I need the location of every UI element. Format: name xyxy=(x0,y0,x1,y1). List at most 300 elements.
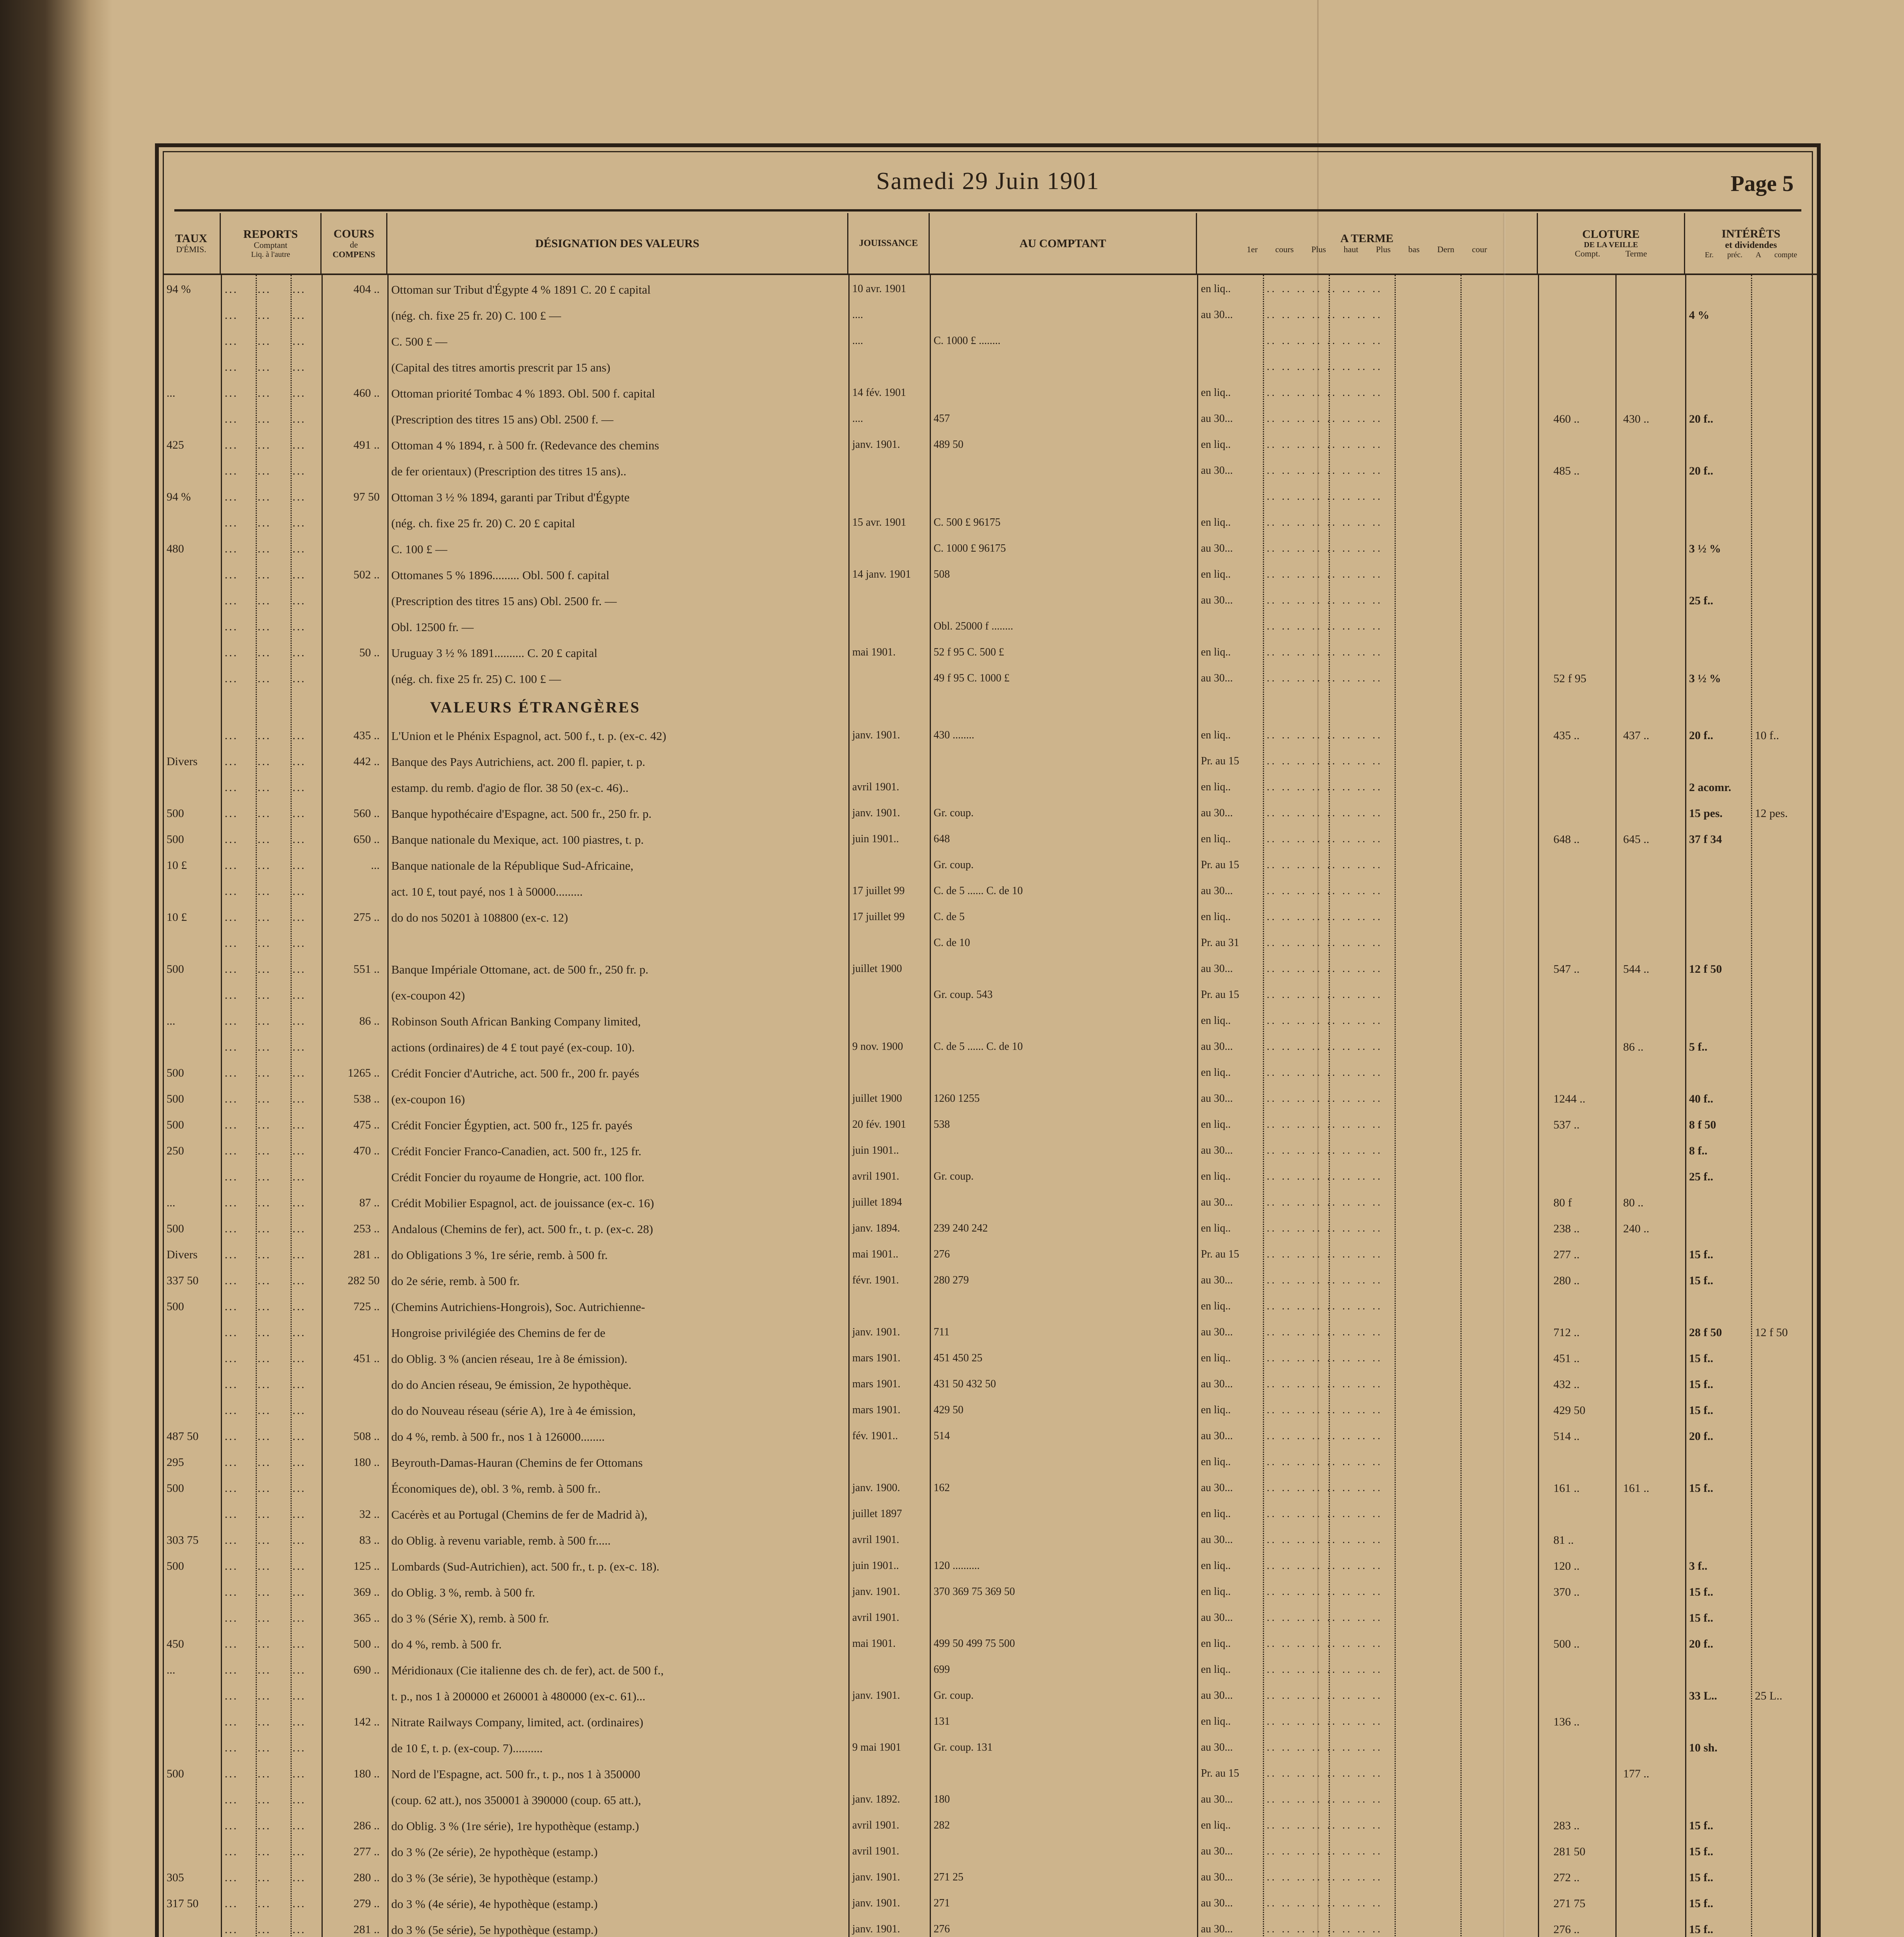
terme-cell: au 30... xyxy=(1201,464,1233,477)
taux-cell: Divers xyxy=(167,1248,198,1261)
designation-cell: do Oblig. 3 %, remb. à 500 fr. xyxy=(391,1586,535,1599)
cours-cell: 725 .. xyxy=(353,1300,380,1313)
jouissance-cell: janv. 1901. xyxy=(852,1586,900,1598)
designation-cell: do 3 % (Série X), remb. à 500 fr. xyxy=(391,1612,549,1625)
cloture-terme-cell: 161 .. xyxy=(1623,1482,1649,1495)
header-cloture-label: CLOTURE xyxy=(1582,228,1640,241)
designation-cell: de fer orientaux) (Prescription des titres 15 ans).. xyxy=(391,464,626,478)
header-au-comptant: AU COMPTANT xyxy=(930,213,1197,275)
report-dots: ... xyxy=(225,1897,238,1910)
cours-cell: 83 .. xyxy=(359,1534,380,1547)
report-dots: ... xyxy=(292,1248,306,1261)
cours-cell: 500 .. xyxy=(353,1638,380,1650)
report-dots: ... xyxy=(258,807,271,820)
designation-cell: do 3 % (3e série), 3e hypothèque (estamp.) xyxy=(391,1871,598,1885)
report-dots: ... xyxy=(292,1819,306,1832)
table-row xyxy=(159,1715,1817,1739)
table-row xyxy=(159,1819,1817,1842)
table-row xyxy=(159,989,1817,1012)
terme-dots: .. .. .. .. .. .. .. .. xyxy=(1267,646,1383,658)
cours-cell: 180 .. xyxy=(353,1767,380,1780)
comptant-cell: 282 xyxy=(934,1819,950,1831)
terme-cell: au 30... xyxy=(1201,1196,1233,1208)
jouissance-cell: 9 nov. 1900 xyxy=(852,1041,903,1053)
terme-cell: Pr. au 31 xyxy=(1201,937,1239,949)
comptant-cell: Gr. coup. xyxy=(934,1170,974,1182)
report-dots: ... xyxy=(292,672,306,685)
terme-dots: .. .. .. .. .. .. .. .. xyxy=(1267,1612,1383,1624)
designation-cell: Banque nationale de la République Sud-Africaine, xyxy=(391,859,633,872)
interets-prec-cell: 15 f.. xyxy=(1689,1897,1713,1910)
interets-prec-cell: 20 f.. xyxy=(1689,1430,1713,1443)
taux-cell: 500 xyxy=(167,1482,184,1495)
terme-dots: .. .. .. .. .. .. .. .. xyxy=(1267,729,1383,741)
terme-dots: .. .. .. .. .. .. .. .. xyxy=(1267,542,1383,554)
designation-cell: do Obligations 3 %, 1re série, remb. à 500 fr. xyxy=(391,1248,608,1262)
page-title: Samedi 29 Juin 1901 xyxy=(876,167,1100,194)
terme-cell: au 30... xyxy=(1201,542,1233,554)
terme-cell: en liq.. xyxy=(1201,1015,1231,1027)
report-dots: ... xyxy=(258,1534,271,1547)
jouissance-cell: mai 1901. xyxy=(852,1638,896,1650)
report-dots: ... xyxy=(258,516,271,529)
terme-dots: .. .. .. .. .. .. .. .. xyxy=(1267,1586,1383,1598)
report-dots: ... xyxy=(292,1560,306,1572)
report-dots: ... xyxy=(225,1404,238,1417)
interets-prec-cell: 15 f.. xyxy=(1689,1845,1713,1858)
report-dots: ... xyxy=(258,568,271,581)
taux-cell: 500 xyxy=(167,1067,184,1079)
report-dots: ... xyxy=(292,807,306,820)
report-dots: ... xyxy=(258,1041,271,1053)
report-dots: ... xyxy=(258,1456,271,1469)
report-dots: ... xyxy=(225,1767,238,1780)
report-dots: ... xyxy=(292,1612,306,1624)
terme-cell: en liq.. xyxy=(1201,387,1231,399)
terme-cell: au 30... xyxy=(1201,1430,1233,1442)
terme-cell: au 30... xyxy=(1201,1741,1233,1753)
report-dots: ... xyxy=(258,1067,271,1079)
jouissance-cell: avril 1901. xyxy=(852,1819,900,1831)
report-dots: ... xyxy=(258,885,271,898)
jouissance-cell: juin 1901.. xyxy=(852,1560,899,1572)
terme-dots: .. .. .. .. .. .. .. .. xyxy=(1267,1222,1383,1234)
interets-prec-cell: 15 f.. xyxy=(1689,1404,1713,1417)
taux-cell: 480 xyxy=(167,542,184,555)
designation-cell: (nég. ch. fixe 25 fr. 25) C. 100 £ — xyxy=(391,672,561,686)
report-dots: ... xyxy=(225,1871,238,1884)
report-dots: ... xyxy=(292,490,306,503)
report-dots: ... xyxy=(258,1819,271,1832)
designation-cell: Robinson South African Banking Company limited, xyxy=(391,1015,641,1028)
table-row xyxy=(159,335,1817,358)
terme-dots: .. .. .. .. .. .. .. .. xyxy=(1267,1274,1383,1286)
table-row xyxy=(159,755,1817,778)
table-row xyxy=(159,1067,1817,1090)
report-dots: ... xyxy=(292,911,306,924)
report-dots: ... xyxy=(258,1248,271,1261)
jouissance-cell: .... xyxy=(852,413,863,425)
terme-dots: .. .. .. .. .. .. .. .. xyxy=(1267,1067,1383,1079)
comptant-cell: 489 50 xyxy=(934,439,963,451)
terme-dots: .. .. .. .. .. .. .. .. xyxy=(1267,1767,1383,1779)
cloture-comptant-cell: 451 .. xyxy=(1553,1352,1580,1365)
jouissance-cell: 10 avr. 1901 xyxy=(852,283,906,295)
report-dots: ... xyxy=(225,1196,238,1209)
table-row xyxy=(159,1586,1817,1609)
taux-cell: 250 xyxy=(167,1144,184,1157)
jouissance-cell: 20 fév. 1901 xyxy=(852,1118,906,1130)
report-dots: ... xyxy=(292,387,306,399)
terme-cell: en liq.. xyxy=(1201,911,1231,923)
report-dots: ... xyxy=(258,387,271,399)
report-dots: ... xyxy=(258,937,271,950)
report-dots: ... xyxy=(225,490,238,503)
interets-prec-cell: 15 pes. xyxy=(1689,807,1723,820)
report-dots: ... xyxy=(258,1170,271,1183)
report-dots: ... xyxy=(292,937,306,950)
report-dots: ... xyxy=(292,646,306,659)
comptant-cell: 648 xyxy=(934,833,950,845)
report-dots: ... xyxy=(258,1144,271,1157)
terme-dots: .. .. .. .. .. .. .. .. xyxy=(1267,1248,1383,1260)
cloture-comptant-cell: 277 .. xyxy=(1553,1248,1580,1261)
designation-cell: Banque Impériale Ottomane, act. de 500 fr., 250 fr. p. xyxy=(391,963,648,976)
report-dots: ... xyxy=(225,1326,238,1339)
report-dots: ... xyxy=(225,1092,238,1105)
cours-cell: 538 .. xyxy=(353,1092,380,1105)
terme-dots: .. .. .. .. .. .. .. .. xyxy=(1267,335,1383,347)
interets-prec-cell: 25 f.. xyxy=(1689,594,1713,607)
table-row xyxy=(159,413,1817,436)
interets-prec-cell: 15 f.. xyxy=(1689,1482,1713,1495)
designation-cell: Crédit Foncier Franco-Canadien, act. 500 fr., 125 fr. xyxy=(391,1144,642,1158)
terme-dots: .. .. .. .. .. .. .. .. xyxy=(1267,516,1383,528)
report-dots: ... xyxy=(225,1663,238,1676)
terme-dots: .. .. .. .. .. .. .. .. xyxy=(1267,1689,1383,1701)
terme-dots: .. .. .. .. .. .. .. .. xyxy=(1267,672,1383,684)
report-dots: ... xyxy=(225,1819,238,1832)
designation-cell: Banque des Pays Autrichiens, act. 200 fl. papier, t. p. xyxy=(391,755,645,769)
cloture-terme-cell: 430 .. xyxy=(1623,413,1649,425)
cours-cell: 279 .. xyxy=(353,1897,380,1910)
comptant-cell: C. de 5 ...... C. de 10 xyxy=(934,885,1023,897)
designation-cell: Crédit Mobilier Espagnol, act. de jouissance (ex-c. 16) xyxy=(391,1196,654,1210)
terme-dots: .. .. .. .. .. .. .. .. xyxy=(1267,1430,1383,1442)
terme-cell: Pr. au 15 xyxy=(1201,1248,1239,1260)
comptant-cell: 457 xyxy=(934,413,950,425)
report-dots: ... xyxy=(292,1118,306,1131)
report-dots: ... xyxy=(292,1534,306,1547)
table-row xyxy=(159,1560,1817,1583)
cours-cell: 277 .. xyxy=(353,1845,380,1858)
interets-acompte-cell: 12 f 50 xyxy=(1755,1326,1788,1339)
taux-cell: 337 50 xyxy=(167,1274,199,1287)
taux-cell: 94 % xyxy=(167,490,191,503)
cloture-terme-cell: 86 .. xyxy=(1623,1041,1644,1053)
terme-dots: .. .. .. .. .. .. .. .. xyxy=(1267,1663,1383,1676)
report-dots: ... xyxy=(258,1378,271,1391)
comptant-cell: 508 xyxy=(934,568,950,580)
cours-cell: 470 .. xyxy=(353,1144,380,1157)
report-dots: ... xyxy=(258,335,271,347)
table-row xyxy=(159,516,1817,540)
cours-cell: 475 .. xyxy=(353,1118,380,1131)
jouissance-cell: juillet 1900 xyxy=(852,963,902,975)
terme-cell: au 30... xyxy=(1201,1326,1233,1338)
report-dots: ... xyxy=(258,859,271,872)
report-dots: ... xyxy=(225,1923,238,1936)
header-reports-comptant: Comptant xyxy=(254,240,287,250)
taux-cell: 500 xyxy=(167,1767,184,1780)
terme-dots: .. .. .. .. .. .. .. .. xyxy=(1267,1923,1383,1935)
comptant-cell: 499 50 499 75 500 xyxy=(934,1638,1015,1650)
terme-dots: .. .. .. .. .. .. .. .. xyxy=(1267,309,1383,321)
table-row xyxy=(159,1871,1817,1894)
header-designation: DÉSIGNATION DES VALEURS xyxy=(387,213,848,275)
header-comptant: Compt. xyxy=(1575,249,1600,259)
report-dots: ... xyxy=(292,361,306,373)
terme-cell: en liq.. xyxy=(1201,1715,1231,1727)
header-taux-sub: D'ÉMIS. xyxy=(176,244,206,255)
report-dots: ... xyxy=(292,833,306,846)
cloture-comptant-cell: 485 .. xyxy=(1553,464,1580,477)
terme-dots: .. .. .. .. .. .. .. .. xyxy=(1267,1404,1383,1416)
newspaper-page xyxy=(155,143,1821,1937)
designation-cell: Banque nationale du Mexique, act. 100 piastres, t. p. xyxy=(391,833,644,846)
table-row xyxy=(159,361,1817,384)
comptant-cell: 52 f 95 C. 500 £ xyxy=(934,646,1004,658)
designation-cell: Ottoman 3 ½ % 1894, garanti par Tribut d'Égypte xyxy=(391,490,630,504)
report-dots: ... xyxy=(258,755,271,768)
interets-prec-cell: 5 f.. xyxy=(1689,1041,1708,1053)
jouissance-cell: 14 fév. 1901 xyxy=(852,387,906,399)
interets-acompte-cell: 10 f.. xyxy=(1755,729,1779,742)
interets-prec-cell: 15 f.. xyxy=(1689,1819,1713,1832)
terme-dots: .. .. .. .. .. .. .. .. xyxy=(1267,1456,1383,1468)
header-reports-label: REPORTS xyxy=(243,228,298,241)
cours-cell: 1265 .. xyxy=(347,1067,380,1079)
terme-cell: en liq.. xyxy=(1201,1300,1231,1312)
report-dots: ... xyxy=(292,1508,306,1521)
terme-dots: .. .. .. .. .. .. .. .. xyxy=(1267,859,1383,871)
interets-prec-cell: 15 f.. xyxy=(1689,1248,1713,1261)
terme-cell: au 30... xyxy=(1201,885,1233,897)
jouissance-cell: mars 1901. xyxy=(852,1352,901,1364)
report-dots: ... xyxy=(225,963,238,975)
cloture-comptant-cell: 120 .. xyxy=(1553,1560,1580,1572)
taux-cell: ... xyxy=(167,1015,175,1027)
interets-prec-cell: 8 f.. xyxy=(1689,1144,1708,1157)
designation-cell: Crédit Foncier Égyptien, act. 500 fr., 125 fr. payés xyxy=(391,1118,633,1132)
report-dots: ... xyxy=(292,1170,306,1183)
table-row xyxy=(159,1508,1817,1531)
jouissance-cell: mars 1901. xyxy=(852,1378,901,1390)
jouissance-cell: fév. 1901.. xyxy=(852,1430,898,1442)
table-row xyxy=(159,1456,1817,1479)
comptant-cell: Gr. coup. xyxy=(934,807,974,819)
taux-cell: 10 £ xyxy=(167,911,187,924)
section-heading: VALEURS ÉTRANGÈRES xyxy=(430,698,641,716)
header-cours-col: cour xyxy=(1472,244,1487,255)
terme-dots: .. .. .. .. .. .. .. .. xyxy=(1267,1300,1383,1312)
taux-cell: ... xyxy=(167,1196,175,1209)
jouissance-cell: avril 1901. xyxy=(852,1612,900,1624)
report-dots: ... xyxy=(225,413,238,425)
report-dots: ... xyxy=(258,833,271,846)
terme-dots: .. .. .. .. .. .. .. .. xyxy=(1267,989,1383,1001)
report-dots: ... xyxy=(225,464,238,477)
report-dots: ... xyxy=(225,1482,238,1495)
cours-cell: 142 .. xyxy=(353,1715,380,1728)
interets-prec-cell: 15 f.. xyxy=(1689,1352,1713,1365)
table-row xyxy=(159,439,1817,462)
table-row xyxy=(159,1663,1817,1687)
designation-cell: Ottoman 4 % 1894, r. à 500 fr. (Redevance des chemins xyxy=(391,439,659,452)
designation-cell: Cacérès et au Portugal (Chemins de fer de Madrid à), xyxy=(391,1508,648,1521)
report-dots: ... xyxy=(292,1897,306,1910)
taux-cell: ... xyxy=(167,1663,175,1676)
designation-cell: actions (ordinaires) de 4 £ tout payé (ex-coup. 10). xyxy=(391,1041,635,1054)
header-cloture xyxy=(1538,213,1685,275)
terme-cell: au 30... xyxy=(1201,1482,1233,1494)
comptant-cell: C. 1000 £ ........ xyxy=(934,335,1001,347)
terme-cell: au 30... xyxy=(1201,1612,1233,1624)
jouissance-cell: juillet 1900 xyxy=(852,1092,902,1104)
report-dots: ... xyxy=(258,594,271,607)
terme-dots: .. .. .. .. .. .. .. .. xyxy=(1267,1378,1383,1390)
report-dots: ... xyxy=(225,781,238,794)
report-dots: ... xyxy=(258,1300,271,1313)
interets-prec-cell: 8 f 50 xyxy=(1689,1118,1716,1131)
cloture-comptant-cell: 271 75 xyxy=(1553,1897,1586,1910)
terme-cell: au 30... xyxy=(1201,413,1233,425)
jouissance-cell: mars 1901. xyxy=(852,1404,901,1416)
report-dots: ... xyxy=(225,1612,238,1624)
report-dots: ... xyxy=(258,1404,271,1417)
table-row xyxy=(159,490,1817,514)
designation-cell: Hongroise privilégiée des Chemins de fer de xyxy=(391,1326,605,1340)
report-dots: ... xyxy=(225,1715,238,1728)
cloture-comptant-cell: 52 f 95 xyxy=(1553,672,1586,685)
comptant-cell: 239 240 242 xyxy=(934,1222,988,1234)
terme-dots: .. .. .. .. .. .. .. .. xyxy=(1267,963,1383,975)
report-dots: ... xyxy=(225,1741,238,1754)
taux-cell: 500 xyxy=(167,963,184,975)
report-dots: ... xyxy=(258,1793,271,1806)
report-dots: ... xyxy=(292,1430,306,1443)
comptant-cell: C. de 5 xyxy=(934,911,965,923)
cloture-comptant-cell: 460 .. xyxy=(1553,413,1580,425)
designation-cell: Beyrouth-Damas-Hauran (Chemins de fer Ottomans xyxy=(391,1456,643,1469)
table-row xyxy=(159,1326,1817,1349)
report-dots: ... xyxy=(258,283,271,296)
cours-cell: 404 .. xyxy=(353,283,380,296)
interets-prec-cell: 3 f.. xyxy=(1689,1560,1708,1572)
comptant-cell: 370 369 75 369 50 xyxy=(934,1586,1015,1598)
cours-cell: 50 .. xyxy=(359,646,380,659)
interets-prec-cell: 15 f.. xyxy=(1689,1378,1713,1391)
report-dots: ... xyxy=(225,1560,238,1572)
report-dots: ... xyxy=(225,1144,238,1157)
terme-dots: .. .. .. .. .. .. .. .. xyxy=(1267,1170,1383,1182)
report-dots: ... xyxy=(225,911,238,924)
jouissance-cell: juin 1901.. xyxy=(852,833,899,845)
jouissance-cell: juillet 1897 xyxy=(852,1508,902,1520)
designation-cell: C. 500 £ — xyxy=(391,335,447,348)
terme-dots: .. .. .. .. .. .. .. .. xyxy=(1267,439,1383,451)
terme-cell: en liq.. xyxy=(1201,781,1231,793)
cloture-comptant-cell: 370 .. xyxy=(1553,1586,1580,1598)
header-reports-liq: Liq. à l'autre xyxy=(251,250,290,259)
table-row xyxy=(159,937,1817,960)
comptant-cell: 451 450 25 xyxy=(934,1352,982,1364)
report-dots: ... xyxy=(292,439,306,451)
jouissance-cell: janv. 1901. xyxy=(852,729,900,741)
comptant-cell: 280 279 xyxy=(934,1274,969,1286)
designation-cell: do do Ancien réseau, 9e émission, 2e hypothèque. xyxy=(391,1378,631,1392)
report-dots: ... xyxy=(292,859,306,872)
comptant-cell: Gr. coup. xyxy=(934,1689,974,1701)
comptant-cell: C. de 10 xyxy=(934,937,970,949)
header-interets-sub: et dividendes xyxy=(1725,240,1777,251)
cloture-comptant-cell: 712 .. xyxy=(1553,1326,1580,1339)
header-int-acompte: A compte xyxy=(1755,250,1797,259)
report-dots: ... xyxy=(258,911,271,924)
terme-cell: en liq.. xyxy=(1201,1456,1231,1468)
jouissance-cell: 15 avr. 1901 xyxy=(852,516,906,528)
report-dots: ... xyxy=(292,1326,306,1339)
report-dots: ... xyxy=(258,1638,271,1650)
terme-dots: .. .. .. .. .. .. .. .. xyxy=(1267,781,1383,793)
terme-dots: .. .. .. .. .. .. .. .. xyxy=(1267,413,1383,425)
interets-prec-cell: 33 L.. xyxy=(1689,1689,1717,1702)
designation-cell: Andalous (Chemins de fer), act. 500 fr., t. p. (ex-c. 28) xyxy=(391,1222,653,1236)
terme-cell: au 30... xyxy=(1201,1378,1233,1390)
report-dots: ... xyxy=(225,1222,238,1235)
terme-dots: .. .. .. .. .. .. .. .. xyxy=(1267,1352,1383,1364)
taux-cell: 450 xyxy=(167,1638,184,1650)
report-dots: ... xyxy=(292,1274,306,1287)
report-dots: ... xyxy=(225,807,238,820)
table-row xyxy=(159,1482,1817,1505)
terme-dots: .. .. .. .. .. .. .. .. xyxy=(1267,387,1383,399)
cours-cell: 286 .. xyxy=(353,1819,380,1832)
comptant-cell: 1260 1255 xyxy=(934,1092,980,1104)
terme-cell: en liq.. xyxy=(1201,729,1231,741)
quotation-table xyxy=(159,279,1817,1937)
report-dots: ... xyxy=(225,1689,238,1702)
report-dots: ... xyxy=(225,1508,238,1521)
terme-dots: .. .. .. .. .. .. .. .. xyxy=(1267,1092,1383,1104)
report-dots: ... xyxy=(292,1015,306,1027)
designation-cell: (Prescription des titres 15 ans) Obl. 2500 f. — xyxy=(391,413,614,426)
report-dots: ... xyxy=(225,594,238,607)
cours-cell: 560 .. xyxy=(353,807,380,820)
designation-cell: Crédit Foncier du royaume de Hongrie, act. 100 flor. xyxy=(391,1170,645,1184)
cloture-terme-cell: 645 .. xyxy=(1623,833,1649,846)
jouissance-cell: juillet 1894 xyxy=(852,1196,902,1208)
report-dots: ... xyxy=(292,464,306,477)
terme-cell: en liq.. xyxy=(1201,646,1231,658)
designation-cell: Lombards (Sud-Autrichien), act. 500 fr., t. p. (ex-c. 18). xyxy=(391,1560,660,1573)
designation-cell: Ottoman sur Tribut d'Égypte 4 % 1891 C. 20 £ capital xyxy=(391,283,651,296)
terme-cell: au 30... xyxy=(1201,1534,1233,1546)
interets-prec-cell: 37 f 34 xyxy=(1689,833,1722,846)
table-row xyxy=(159,1612,1817,1635)
cours-cell: 253 .. xyxy=(353,1222,380,1235)
header-interets-subcols xyxy=(1705,251,1797,259)
